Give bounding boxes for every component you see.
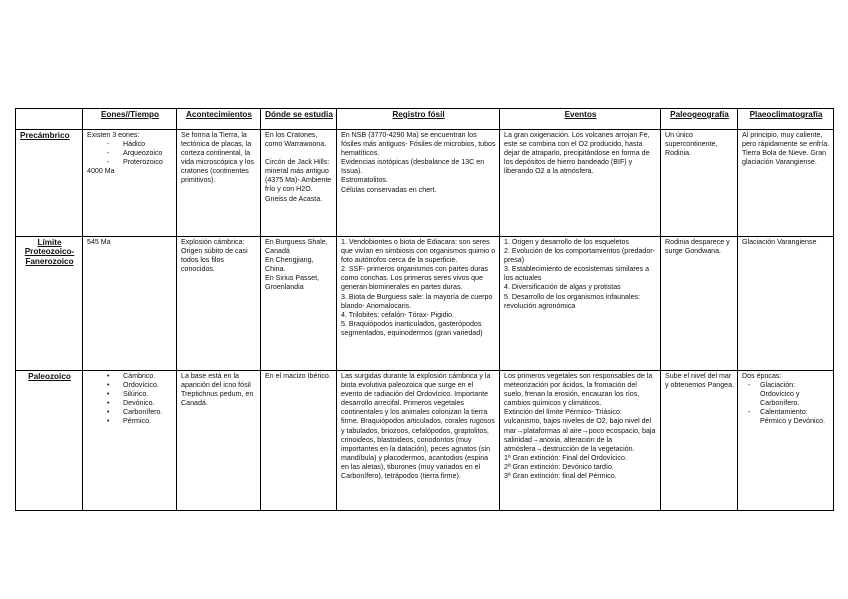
era-cell: Precámbrico	[16, 130, 83, 237]
eventos-cell	[500, 237, 661, 371]
registro-line: Células conservadas en chert.	[341, 185, 437, 194]
list-item: • Ordovícico.	[87, 381, 173, 390]
header-donde-se-estudia: Dónde se estudia	[261, 109, 337, 130]
header-paleoclimatografia: Plaeoclimatografía	[738, 109, 834, 130]
paleoclima-cell	[738, 371, 834, 511]
table-row-precambrico	[16, 130, 834, 237]
paleogeografia-cell: Un único supercontinente, Rodinia.	[661, 130, 738, 237]
registro-cell: Las surgidas durante la explosión cámbrica y la biota evolutiva paleozoica que surge en el evento de radiación del Ordovícico. Importante desarrollo arrecifal. Primeros vegetales continentales y los animales colonizan la tierra firme. Braquiópodos articulados, corales rugosos y tabulados, briozoos, cefalópodos, graptolitos, crinoideos, blastoideos, conodontos (muy importantes en la datación), peces agnatos (sin mandíbula) y placodermos, acantodios (espina en las aletas), tiburones (muy variados en el Carbonífero), tetrápodos (tierra firme).	[337, 371, 500, 511]
eones-time: 4000 Ma	[87, 167, 115, 176]
donde-line: En Chengjiang, China.	[265, 256, 314, 274]
eventos-line: 2. Evolución de los comportamientos (predador-presa)	[504, 247, 656, 265]
list-item: • Pérmico.	[87, 417, 173, 426]
eones-intro: Existen 3 eones:	[87, 131, 140, 139]
registro-line: Estromatolitos.	[341, 176, 388, 185]
table-header-row	[16, 109, 834, 130]
header-acontecimientos: Acontecimientos	[177, 109, 261, 130]
list-item: - Hádico	[87, 140, 173, 149]
donde-line: En Burguess Shale, Canadá	[265, 238, 328, 256]
eones-cell: 545 Ma	[83, 237, 177, 371]
registro-line: 2. SSF- primeros organismos con partes duras como conchas. Los primeros seres vivos que generan biominerales en partes duras.	[341, 265, 489, 292]
acontecimientos-cell: La base está en la aparición del icno fósil Treptichnus pedum, en Canadá.	[177, 371, 261, 511]
donde-line: En Sirius Passet, Groenlandia	[265, 274, 320, 292]
donde-cell: En el macizo Ibérico.	[261, 371, 337, 511]
registro-cell	[337, 130, 500, 237]
registro-line: En NSB (3770-4290 Ma) se encuentran los fósiles más antiguos- Fósiles de microbios, tubos hematíticos.	[341, 131, 496, 158]
eones-list	[87, 140, 173, 167]
header-paleogeografia: Paleogeografía	[661, 109, 738, 130]
eventos-line: 3ª Gran extinción: final del Pérmico.	[504, 472, 617, 481]
donde-text: Circón de Jack Hills: mineral más antiguo (4375 Ma)- Ambiente frío y con H2O. Gneiss de Acasta.	[265, 158, 332, 203]
list-item: - Arqueozoico	[87, 149, 173, 158]
list-item: - Proterozoico	[87, 158, 173, 167]
eventos-intro: Los primeros vegetales son responsables de la meteorización por ácidos, la fromación del suelo, frenan la erosión, encauzan los ríos, cambios químicos y climáticos.	[504, 372, 653, 408]
periodos-list	[87, 372, 173, 427]
eventos-cell	[500, 371, 661, 511]
donde-cell	[261, 237, 337, 371]
header-cell-empty	[16, 109, 83, 130]
eventos-line: 5. Desarrollo de los organismos infaunales: revolución agronómica	[504, 292, 641, 310]
table-row-paleozoico	[16, 371, 834, 511]
paleoclima-cell: Al principio, muy caliente, pero rápidamente se enfría. Tierra Bola de Nieve. Gran glaciación Varangiense.	[738, 130, 834, 237]
eones-cell	[83, 130, 177, 237]
eones-cell	[83, 371, 177, 511]
acontecimientos-cell: Explosión cámbrica: Origen súbito de casi todos los filos conocidos.	[177, 237, 261, 371]
registro-line: Evidencias isotópicas (desbalance de 13C en Issua).	[341, 158, 485, 176]
registro-line: 1. Vendobiontes o biota de Ediacara: son seres que vivían en simbiosis con organismos quimio o foto autótrofos cerca de la superficie.	[341, 238, 496, 265]
eventos-line: 4. Diversificación de algas y protistas	[504, 283, 621, 292]
paleoclima-intro: Dos épocas:	[742, 372, 782, 380]
eventos-line: 2ª Gran extinción: Devónico tardío.	[504, 462, 614, 471]
geologic-eras-table	[15, 108, 834, 511]
acontecimientos-cell: Se forma la Tierra, la tectónica de placas, la corteza continental, la vida microscópica y los cratones (continentes primitivos).	[177, 130, 261, 237]
donde-cell	[261, 130, 337, 237]
eventos-line: 3. Establecimiento de ecosistemas similares a los actuales	[504, 265, 650, 283]
paleogeografia-cell: Rodinia desparece y surge Gondwana.	[661, 237, 738, 371]
paleogeografia-cell: Sube el nivel del mar y obtenemos Pangea.	[661, 371, 738, 511]
list-item: - Glaciación: Ordovícico y Carbonífero.	[742, 381, 830, 408]
list-item: • Silúrico.	[87, 390, 173, 399]
era-cell: Límite Proteozoico-Fanerozoico	[16, 237, 83, 371]
header-eventos: Eventos	[500, 109, 661, 130]
paleoclima-list	[742, 381, 830, 426]
paleoclima-cell: Glaciación Varangiense	[738, 237, 834, 371]
eventos-extincion: Extinción del límite Pérmico- Triásico: vulcanismo, bajos niveles de O2, bajo nivel del mar→plataformas al aire→poco ecospacio, baja salinidad→anoxia, alteración de la atmósfera→destrucción de la vegetación.	[504, 408, 656, 453]
list-item: - Calentamiento: Pérmico y Devónico.	[742, 408, 830, 426]
header-registro-fosil: Registro fósil	[337, 109, 500, 130]
registro-line: 5. Braquiópodos inarticulados, gasterópodos segmentados, equinodermos (gran variedad)	[341, 319, 483, 337]
registro-line: 3. Biota de Burguess sale: la mayoría de cuerpo blando- Anomalocaris.	[341, 292, 493, 310]
eventos-line: 1ª Gran extinción: Final del Ordovícico.	[504, 453, 627, 462]
list-item: • Devónico.	[87, 399, 173, 408]
table-row-limite	[16, 237, 834, 371]
registro-line: 4. Trilobites: cefalón- Tórax- Pigidio.	[341, 310, 455, 319]
eventos-line: 1. Origen y desarrollo de los esqueletos	[504, 238, 629, 246]
registro-cell	[337, 237, 500, 371]
era-cell: Paleozoico	[16, 371, 83, 511]
list-item: • Carbonífero.	[87, 408, 173, 417]
donde-text: En los Cratones, como Warrawoona.	[265, 131, 327, 149]
list-item: • Cámbrico.	[87, 372, 173, 381]
eventos-cell: La gran oxigenación. Los volcanes arrojan Fe, este se combina con el O2 producido, hasta dejar de atraparlo, precipitándose en forma de los depósitos de hierro bandeado (BIF) y liberando O2 a la atmósfera.	[500, 130, 661, 237]
header-eones-tiempo: Eones//Tiempo	[83, 109, 177, 130]
